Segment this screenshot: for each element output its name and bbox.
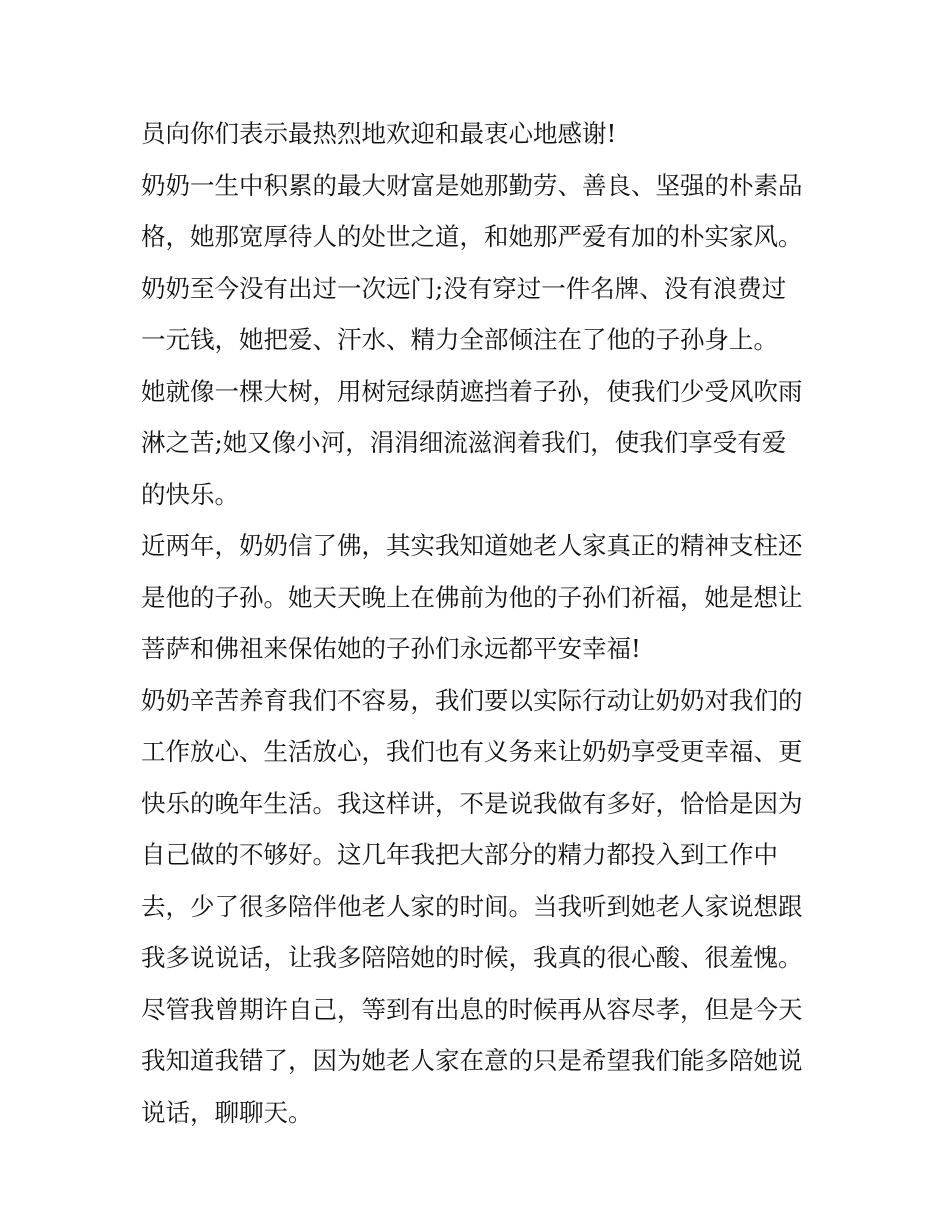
text-line: 格，她那宽厚待人的处世之道，和她那严爱有加的朴实家风。 [141,222,803,251]
text-line: 说话，聊聊天。 [141,1097,313,1127]
text-line: 自己做的不够好。这几年我把大部分的精力都投入到工作中 [141,840,778,869]
text-line: 是他的子孙。她天天晚上在佛前为他的子孙们祈福，她是想让 [141,582,803,612]
text-line: 一元钱，她把爱、汗水、精力全部倾注在了他的子孙身上。 [141,325,778,354]
text-line: 去，少了很多陪伴他老人家的时间。当我听到她老人家说想跟 [141,891,803,921]
text-line: 工作放心、生活放心，我们也有义务来让奶奶享受更幸福、更 [141,737,803,766]
text-line: 近两年，奶奶信了佛，其实我知道她老人家真正的精神支柱还 [141,531,803,560]
text-line: 员向你们表示最热烈地欢迎和最衷心地感谢! [141,119,617,148]
text-line: 菩萨和佛祖来保佑她的子孙们永远都平安幸福! [141,634,641,663]
text-line: 快乐的晚年生活。我这样讲，不是说我做有多好，恰恰是因为 [141,788,803,818]
document-body [141,108,821,1138]
text-line: 奶奶一生中积累的最大财富是她那勤劳、善良、坚强的朴素品 [141,170,803,200]
text-line: 奶奶辛苦养育我们不容易，我们要以实际行动让奶奶对我们的 [141,685,803,715]
text-line: 尽管我曾期许自己，等到有出息的时候再从容尽孝，但是今天 [141,994,803,1024]
text-line: 奶奶至今没有出过一次远门;没有穿过一件名牌、没有浪费过 [141,273,787,303]
text-line: 我知道我错了，因为她老人家在意的只是希望我们能多陪她说 [141,1046,803,1075]
text-line: 我多说说话，让我多陪陪她的时候，我真的很心酸、很羞愧。 [141,943,803,972]
text-line: 的快乐。 [141,479,239,509]
text-line: 她就像一棵大树，用树冠绿荫遮挡着子孙，使我们少受风吹雨 [141,376,803,406]
text-line: 淋之苦;她又像小河，涓涓细流滋润着我们，使我们享受有爱 [141,428,787,457]
